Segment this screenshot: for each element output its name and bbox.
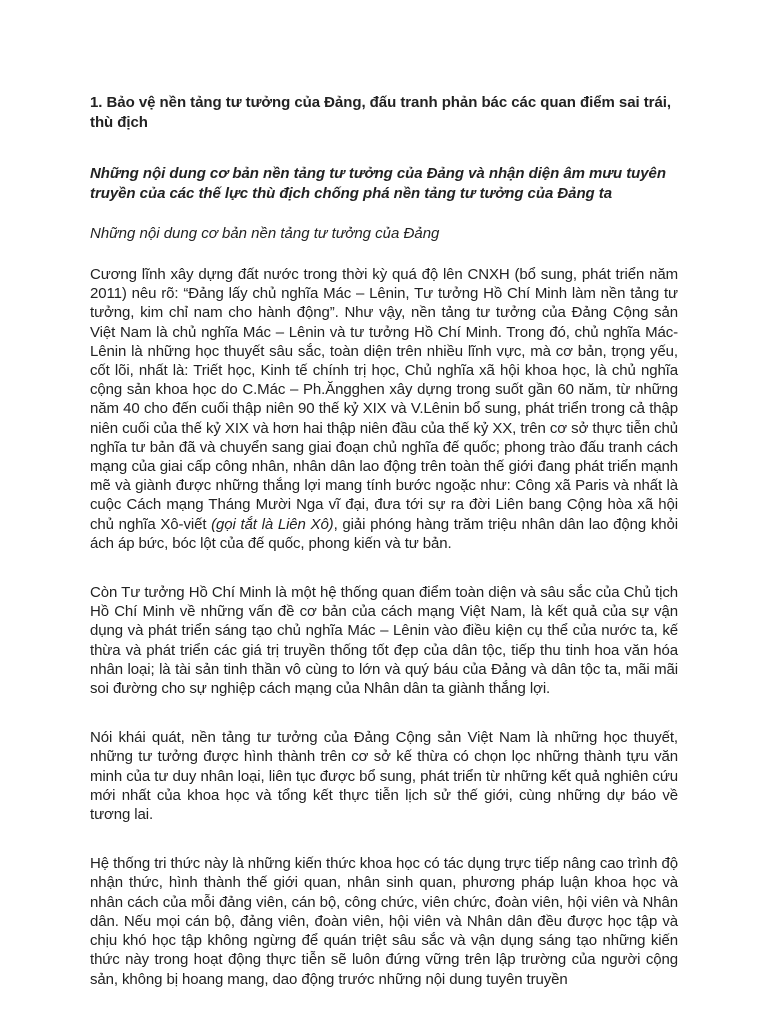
paragraph-1-text-end: , giải phóng hàng trăm triệu nhân dân lao động khỏi ách áp bức, bóc lột của đế quốc, phong kiến và tư bản. (90, 515, 679, 552)
document-subheading: Những nội dung cơ bản nền tảng tư tưởng của Đảng và nhận diện âm mưu tuyên truyền của các thế lực thù địch chống phá nền tảng tư tưởng của Đảng ta (90, 165, 666, 202)
paragraph-1-text-start: Cương lĩnh xây dựng đất nước trong thời kỳ quá độ lên CNXH (bổ sung, phát triển năm 2011) nêu rõ: “Đảng lấy chủ nghĩa Mác – Lênin, Tư tưởng Hồ Chí Minh làm nền tảng tư tưởng, kim chỉ nam cho hành động”. Như vậy, nền tảng tư tưởng của Đảng Cộng sản Việt Nam là chủ nghĩa Mác – Lênin và tư tưởng Hồ Chí Minh. Trong đó, chủ nghĩa Mác-Lênin là những học thuyết sâu sắc, toàn diện trên nhiều lĩnh vực, mà cơ bản, trọng yếu, cốt lõi, nhất là: Triết học, Kinh tế chính trị học, Chủ nghĩa xã hội khoa học, là chủ nghĩa cộng sản khoa học do C.Mác – Ph.Ăngghen xây dựng trong suốt gần 60 năm, từ những năm 40 cho đến cuối thập niên 90 thế kỷ XIX và V.Lênin bổ sung, phát triển trong cả thập niên cuối của thế kỷ XIX và hơn hai thập niên đầu của thế kỷ XX, trên cơ sở thực tiễn chủ nghĩa tư bản đã và chuyển sang giai đoạn chủ nghĩa đế quốc; phong trào đấu tranh cách mạng của giai cấp công nhân, nhân dân lao động trên toàn thế giới đang phát triển mạnh mẽ và giành được những thắng lợi mang tính bước ngoặc như: Công xã Paris và nhất là cuộc Cách mạng Tháng Mười Nga vĩ đại, đưa tới sự ra đời Liên bang Cộng hòa xã hội chủ nghĩa Xô-viết (90, 266, 678, 533)
document-heading: 1. Bảo vệ nền tảng tư tưởng của Đảng, đấu tranh phản bác các quan điểm sai trái, thù địch (90, 94, 672, 131)
paragraph-1 (90, 265, 678, 553)
document-page (90, 93, 678, 1019)
paragraph-4: Hệ thống tri thức này là những kiến thức khoa học có tác dụng trực tiếp nâng cao trình độ nhận thức, hình thành thế giới quan, nhân sinh quan, phương pháp luận khoa học và nhân cách của mỗi đảng viên, cán bộ, công chức, viên chức, đoàn viên, hội viên và Nhân dân. Nếu mọi cán bộ, đảng viên, đoàn viên, hội viên và Nhân dân đều được học tập và chịu khó học tập không ngừng để quán triệt sâu sắc và vận dụng sáng tạo những kiến thức này trong hoạt động thực tiễn sẽ luôn đứng vững trên lập trường của người cộng sản, không bị hoang mang, dao động trước những nội dung tuyên truyền (90, 855, 678, 988)
paragraph-3: Nói khái quát, nền tảng tư tưởng của Đảng Cộng sản Việt Nam là những học thuyết, những tư tưởng được hình thành trên cơ sở kế thừa có chọn lọc những thành tựu văn minh của tư duy nhân loại, liên tục được bổ sung, phát triển từ những kết quả nghiên cứu mới nhất của khoa học và tổng kết thực tiễn lịch sử thế giới, cùng những dự báo về tương lai. (90, 729, 678, 824)
section-title: Những nội dung cơ bản nền tảng tư tưởng của Đảng (90, 225, 440, 242)
paragraph-2: Còn Tư tưởng Hồ Chí Minh là một hệ thống quan điểm toàn diện và sâu sắc của Chủ tịch Hồ Chí Minh về những vấn đề cơ bản của cách mạng Việt Nam, là kết quả của sự vận dụng và phát triển sáng tạo chủ nghĩa Mác – Lênin vào điều kiện cụ thể của nước ta, kế thừa và phát triển các giá trị truyền thống tốt đẹp của dân tộc, tiếp thu tinh hoa văn hóa nhân loại; là tài sản tinh thần vô cùng to lớn và quý báu của Đảng và dân tộc ta, mãi mãi soi đường cho sự nghiệp cách mạng của Nhân dân ta giành thắng lợi. (90, 584, 678, 698)
paragraph-1-italic-note: (gọi tắt là Liên Xô) (211, 515, 334, 533)
